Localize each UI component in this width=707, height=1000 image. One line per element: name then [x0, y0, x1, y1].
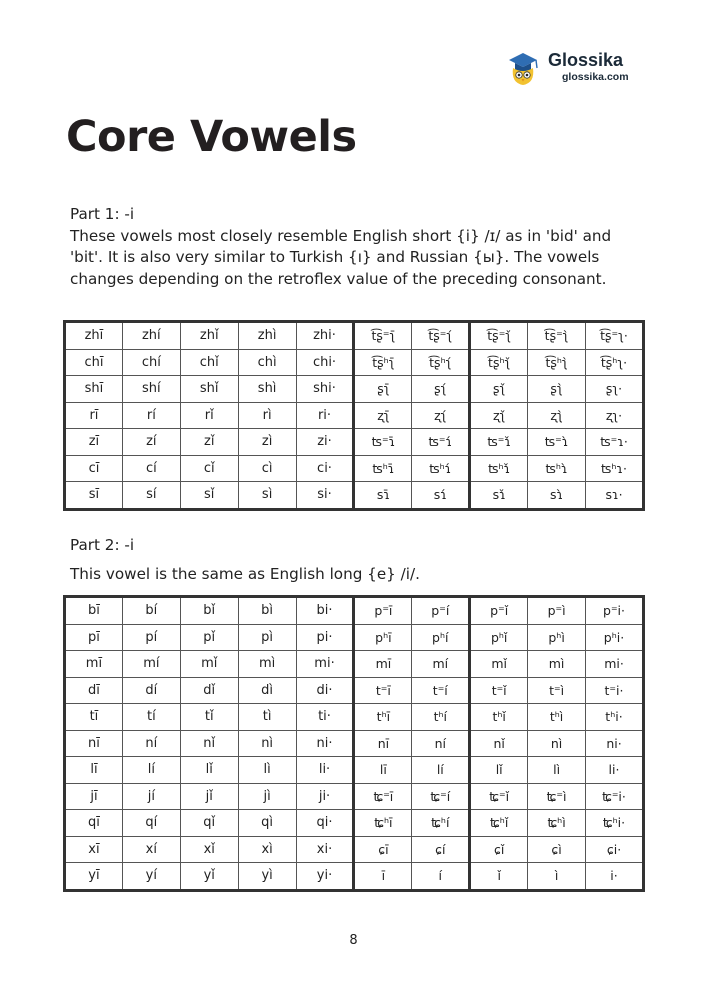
pinyin-cell: bì — [238, 597, 296, 625]
pinyin-cell: shí — [122, 376, 180, 403]
ipa-cell: ɕí — [412, 836, 470, 863]
ipa-cell: ʦ⁼ɿ̀ — [528, 429, 586, 456]
ipa-cell: p⁼i· — [586, 597, 644, 625]
pinyin-cell: chī — [65, 349, 123, 376]
pinyin-cell: zi· — [296, 429, 354, 456]
page-title: Core Vowels — [66, 112, 357, 162]
ipa-cell: ʦʰɿ̌ — [470, 455, 528, 482]
ipa-cell: ʦʰɿ́ — [412, 455, 470, 482]
ipa-cell: li· — [586, 757, 644, 784]
ipa-cell: ʂʅ̄ — [354, 376, 412, 403]
pinyin-cell: yǐ — [180, 863, 238, 891]
pinyin-cell: chì — [238, 349, 296, 376]
table-row — [65, 651, 644, 678]
part1-description: These vowels most closely resemble English short {i} /ɪ/ as in 'bid' and 'bit'. It is also very similar to Turkish {ı} and Russian {ы}. The vowels changes depending on the retroflex value of the preceding consonant. — [70, 226, 612, 288]
pinyin-cell: shī — [65, 376, 123, 403]
pinyin-cell: chi· — [296, 349, 354, 376]
pinyin-cell: pí — [122, 624, 180, 651]
pinyin-cell: xǐ — [180, 836, 238, 863]
ipa-cell: t͡ʂ⁼ʅ̀ — [528, 322, 586, 350]
pinyin-cell: cí — [122, 455, 180, 482]
pinyin-cell: lǐ — [180, 757, 238, 784]
ipa-cell: sɿ̀ — [528, 482, 586, 510]
pinyin-cell: yí — [122, 863, 180, 891]
ipa-cell: ʨ⁼í — [412, 783, 470, 810]
ipa-cell: í — [412, 863, 470, 891]
pinyin-cell: qì — [238, 810, 296, 837]
ipa-cell: tʰǐ — [470, 704, 528, 731]
ipa-cell: lì — [528, 757, 586, 784]
pinyin-cell: di· — [296, 677, 354, 704]
pinyin-cell: xì — [238, 836, 296, 863]
ipa-cell: p⁼ì — [528, 597, 586, 625]
ipa-cell: pʰì — [528, 624, 586, 651]
pinyin-cell: jī — [65, 783, 123, 810]
ipa-cell: pʰí — [412, 624, 470, 651]
ipa-cell: ɕì — [528, 836, 586, 863]
pinyin-cell: zhi· — [296, 322, 354, 350]
ipa-cell: mǐ — [470, 651, 528, 678]
pinyin-cell: sì — [238, 482, 296, 510]
pinyin-cell: sǐ — [180, 482, 238, 510]
ipa-cell: mi· — [586, 651, 644, 678]
ipa-cell: ʦ⁼ɿ́ — [412, 429, 470, 456]
ipa-cell: ʨ⁼ì — [528, 783, 586, 810]
pinyin-cell: jì — [238, 783, 296, 810]
ipa-cell: mī — [354, 651, 412, 678]
pinyin-cell: bī — [65, 597, 123, 625]
pinyin-cell: zhǐ — [180, 322, 238, 350]
pinyin-cell: jí — [122, 783, 180, 810]
pinyin-cell: bǐ — [180, 597, 238, 625]
ipa-cell: pʰǐ — [470, 624, 528, 651]
ipa-cell: ʐʅ· — [586, 402, 644, 429]
pinyin-cell: tí — [122, 704, 180, 731]
ipa-cell: tʰí — [412, 704, 470, 731]
pinyin-cell: zǐ — [180, 429, 238, 456]
table-row — [65, 429, 644, 456]
table-row — [65, 482, 644, 510]
pinyin-cell: mǐ — [180, 651, 238, 678]
table-row — [65, 863, 644, 891]
ipa-cell: pʰī — [354, 624, 412, 651]
page-number: 8 — [349, 933, 358, 948]
pinyin-cell: rǐ — [180, 402, 238, 429]
ipa-cell: tʰì — [528, 704, 586, 731]
pinyin-cell: yī — [65, 863, 123, 891]
ipa-cell: ʨ⁼i· — [586, 783, 644, 810]
ipa-cell: nǐ — [470, 730, 528, 757]
part1-intro — [70, 204, 630, 290]
ipa-cell: t͡ʂʰʅ́ — [412, 349, 470, 376]
ipa-cell: ǐ — [470, 863, 528, 891]
ipa-cell: p⁼ī — [354, 597, 412, 625]
ipa-cell: ʂʅ· — [586, 376, 644, 403]
table-row — [65, 349, 644, 376]
pinyin-cell: xi· — [296, 836, 354, 863]
pinyin-cell: xí — [122, 836, 180, 863]
pinyin-cell: rī — [65, 402, 123, 429]
pinyin-cell: bí — [122, 597, 180, 625]
pinyin-cell: jǐ — [180, 783, 238, 810]
ipa-cell: lí — [412, 757, 470, 784]
table-row — [65, 402, 644, 429]
pinyin-cell: qī — [65, 810, 123, 837]
table-row — [65, 677, 644, 704]
pinyin-cell: mí — [122, 651, 180, 678]
table-row — [65, 783, 644, 810]
pinyin-cell: shì — [238, 376, 296, 403]
pinyin-cell: pǐ — [180, 624, 238, 651]
ipa-cell: t͡ʂ⁼ʅ̄ — [354, 322, 412, 350]
ipa-cell: ʨ⁼ī — [354, 783, 412, 810]
pinyin-cell: qi· — [296, 810, 354, 837]
pinyin-cell: zí — [122, 429, 180, 456]
pinyin-cell: pi· — [296, 624, 354, 651]
ipa-cell: p⁼ǐ — [470, 597, 528, 625]
glossika-owl-icon — [506, 50, 540, 86]
pinyin-cell: cì — [238, 455, 296, 482]
table-row — [65, 624, 644, 651]
pinyin-cell: zhí — [122, 322, 180, 350]
ipa-cell: t⁼ǐ — [470, 677, 528, 704]
pinyin-cell: dí — [122, 677, 180, 704]
ipa-cell: sɿ· — [586, 482, 644, 510]
ipa-cell: ʨʰi· — [586, 810, 644, 837]
pinyin-cell: qí — [122, 810, 180, 837]
pinyin-cell: lì — [238, 757, 296, 784]
ipa-cell: lī — [354, 757, 412, 784]
pinyin-cell: ri· — [296, 402, 354, 429]
ipa-cell: ʐʅ̀ — [528, 402, 586, 429]
ipa-cell: t⁼ī — [354, 677, 412, 704]
table-row — [65, 730, 644, 757]
pinyin-cell: zhī — [65, 322, 123, 350]
ipa-cell: ʨʰì — [528, 810, 586, 837]
pinyin-cell: xī — [65, 836, 123, 863]
pinyin-cell: yì — [238, 863, 296, 891]
ipa-cell: ʨ⁼ǐ — [470, 783, 528, 810]
ipa-cell: t͡ʂ⁼ʅ· — [586, 322, 644, 350]
pinyin-cell: cǐ — [180, 455, 238, 482]
ipa-cell: ʂʅ́ — [412, 376, 470, 403]
ipa-cell: t͡ʂ⁼ʅ̌ — [470, 322, 528, 350]
pinyin-cell: mī — [65, 651, 123, 678]
table-row — [65, 836, 644, 863]
pinyin-cell: tǐ — [180, 704, 238, 731]
pinyin-cell: li· — [296, 757, 354, 784]
ipa-cell: ʨʰǐ — [470, 810, 528, 837]
ipa-cell: sɿ̌ — [470, 482, 528, 510]
brand-name: Glossika — [548, 50, 624, 70]
pinyin-cell: mì — [238, 651, 296, 678]
ipa-cell: ʦ⁼ɿ· — [586, 429, 644, 456]
ipa-cell: tʰi· — [586, 704, 644, 731]
ipa-cell: ni· — [586, 730, 644, 757]
pinyin-cell: tī — [65, 704, 123, 731]
pinyin-cell: ji· — [296, 783, 354, 810]
table-row — [65, 322, 644, 350]
ipa-cell: t͡ʂʰʅ· — [586, 349, 644, 376]
ipa-cell: t͡ʂʰʅ̌ — [470, 349, 528, 376]
glossika-logo — [506, 46, 656, 90]
ipa-cell: ī — [354, 863, 412, 891]
ipa-cell: sɿ̄ — [354, 482, 412, 510]
pinyin-cell: nì — [238, 730, 296, 757]
pinyin-cell: ni· — [296, 730, 354, 757]
pinyin-cell: si· — [296, 482, 354, 510]
pinyin-cell: chí — [122, 349, 180, 376]
pinyin-cell: bi· — [296, 597, 354, 625]
ipa-cell: i· — [586, 863, 644, 891]
table-row — [65, 704, 644, 731]
pinyin-cell: pì — [238, 624, 296, 651]
ipa-cell: p⁼í — [412, 597, 470, 625]
pinyin-cell: ci· — [296, 455, 354, 482]
pinyin-cell: zì — [238, 429, 296, 456]
pinyin-cell: pī — [65, 624, 123, 651]
pinyin-cell: shi· — [296, 376, 354, 403]
ipa-cell: ɕī — [354, 836, 412, 863]
pinyin-cell: ti· — [296, 704, 354, 731]
pinyin-cell: dǐ — [180, 677, 238, 704]
ipa-cell: ʦʰɿ̀ — [528, 455, 586, 482]
table-row — [65, 597, 644, 625]
pinyin-cell: nǐ — [180, 730, 238, 757]
pinyin-cell: zhì — [238, 322, 296, 350]
part2-vowel-table — [63, 595, 645, 892]
pinyin-cell: sí — [122, 482, 180, 510]
ipa-cell: ʐʅ̄ — [354, 402, 412, 429]
ipa-cell: ʦ⁼ɿ̄ — [354, 429, 412, 456]
part1-vowel-table — [63, 320, 645, 511]
ipa-cell: tʰī — [354, 704, 412, 731]
ipa-cell: ʦ⁼ɿ̌ — [470, 429, 528, 456]
pinyin-cell: dī — [65, 677, 123, 704]
ipa-cell: ʂʅ̌ — [470, 376, 528, 403]
pinyin-cell: qǐ — [180, 810, 238, 837]
pinyin-cell: chǐ — [180, 349, 238, 376]
ipa-cell: ɕǐ — [470, 836, 528, 863]
table-row — [65, 376, 644, 403]
part2-description: This vowel is the same as English long {e} /i/. — [70, 565, 420, 583]
ipa-cell: ì — [528, 863, 586, 891]
table-row — [65, 810, 644, 837]
ipa-cell: t͡ʂ⁼ʅ́ — [412, 322, 470, 350]
pinyin-cell: sī — [65, 482, 123, 510]
pinyin-cell: rí — [122, 402, 180, 429]
ipa-cell: ʂʅ̀ — [528, 376, 586, 403]
pinyin-cell: lī — [65, 757, 123, 784]
pinyin-cell: tì — [238, 704, 296, 731]
ipa-cell: ʦʰɿ̄ — [354, 455, 412, 482]
part2-heading: Part 2: -i — [70, 536, 135, 554]
ipa-cell: lǐ — [470, 757, 528, 784]
ipa-cell: ʨʰī — [354, 810, 412, 837]
pinyin-cell: nī — [65, 730, 123, 757]
table-row — [65, 455, 644, 482]
table-row — [65, 757, 644, 784]
ipa-cell: t⁼ì — [528, 677, 586, 704]
ipa-cell: mì — [528, 651, 586, 678]
ipa-cell: ʐʅ́ — [412, 402, 470, 429]
ipa-cell: ɕi· — [586, 836, 644, 863]
pinyin-cell: zī — [65, 429, 123, 456]
ipa-cell: t⁼í — [412, 677, 470, 704]
ipa-cell: nì — [528, 730, 586, 757]
ipa-cell: t͡ʂʰʅ̄ — [354, 349, 412, 376]
ipa-cell: sɿ́ — [412, 482, 470, 510]
ipa-cell: mí — [412, 651, 470, 678]
pinyin-cell: shǐ — [180, 376, 238, 403]
pinyin-cell: cī — [65, 455, 123, 482]
pinyin-cell: rì — [238, 402, 296, 429]
part1-heading: Part 1: -i — [70, 205, 135, 223]
pinyin-cell: dì — [238, 677, 296, 704]
pinyin-cell: mi· — [296, 651, 354, 678]
pinyin-cell: yi· — [296, 863, 354, 891]
ipa-cell: t͡ʂʰʅ̀ — [528, 349, 586, 376]
brand-url: glossika.com — [562, 71, 629, 83]
ipa-cell: ní — [412, 730, 470, 757]
pinyin-cell: ní — [122, 730, 180, 757]
pinyin-cell: lí — [122, 757, 180, 784]
ipa-cell: pʰi· — [586, 624, 644, 651]
ipa-cell: t⁼i· — [586, 677, 644, 704]
ipa-cell: ʦʰɿ· — [586, 455, 644, 482]
ipa-cell: ʨʰí — [412, 810, 470, 837]
ipa-cell: nī — [354, 730, 412, 757]
ipa-cell: ʐʅ̌ — [470, 402, 528, 429]
